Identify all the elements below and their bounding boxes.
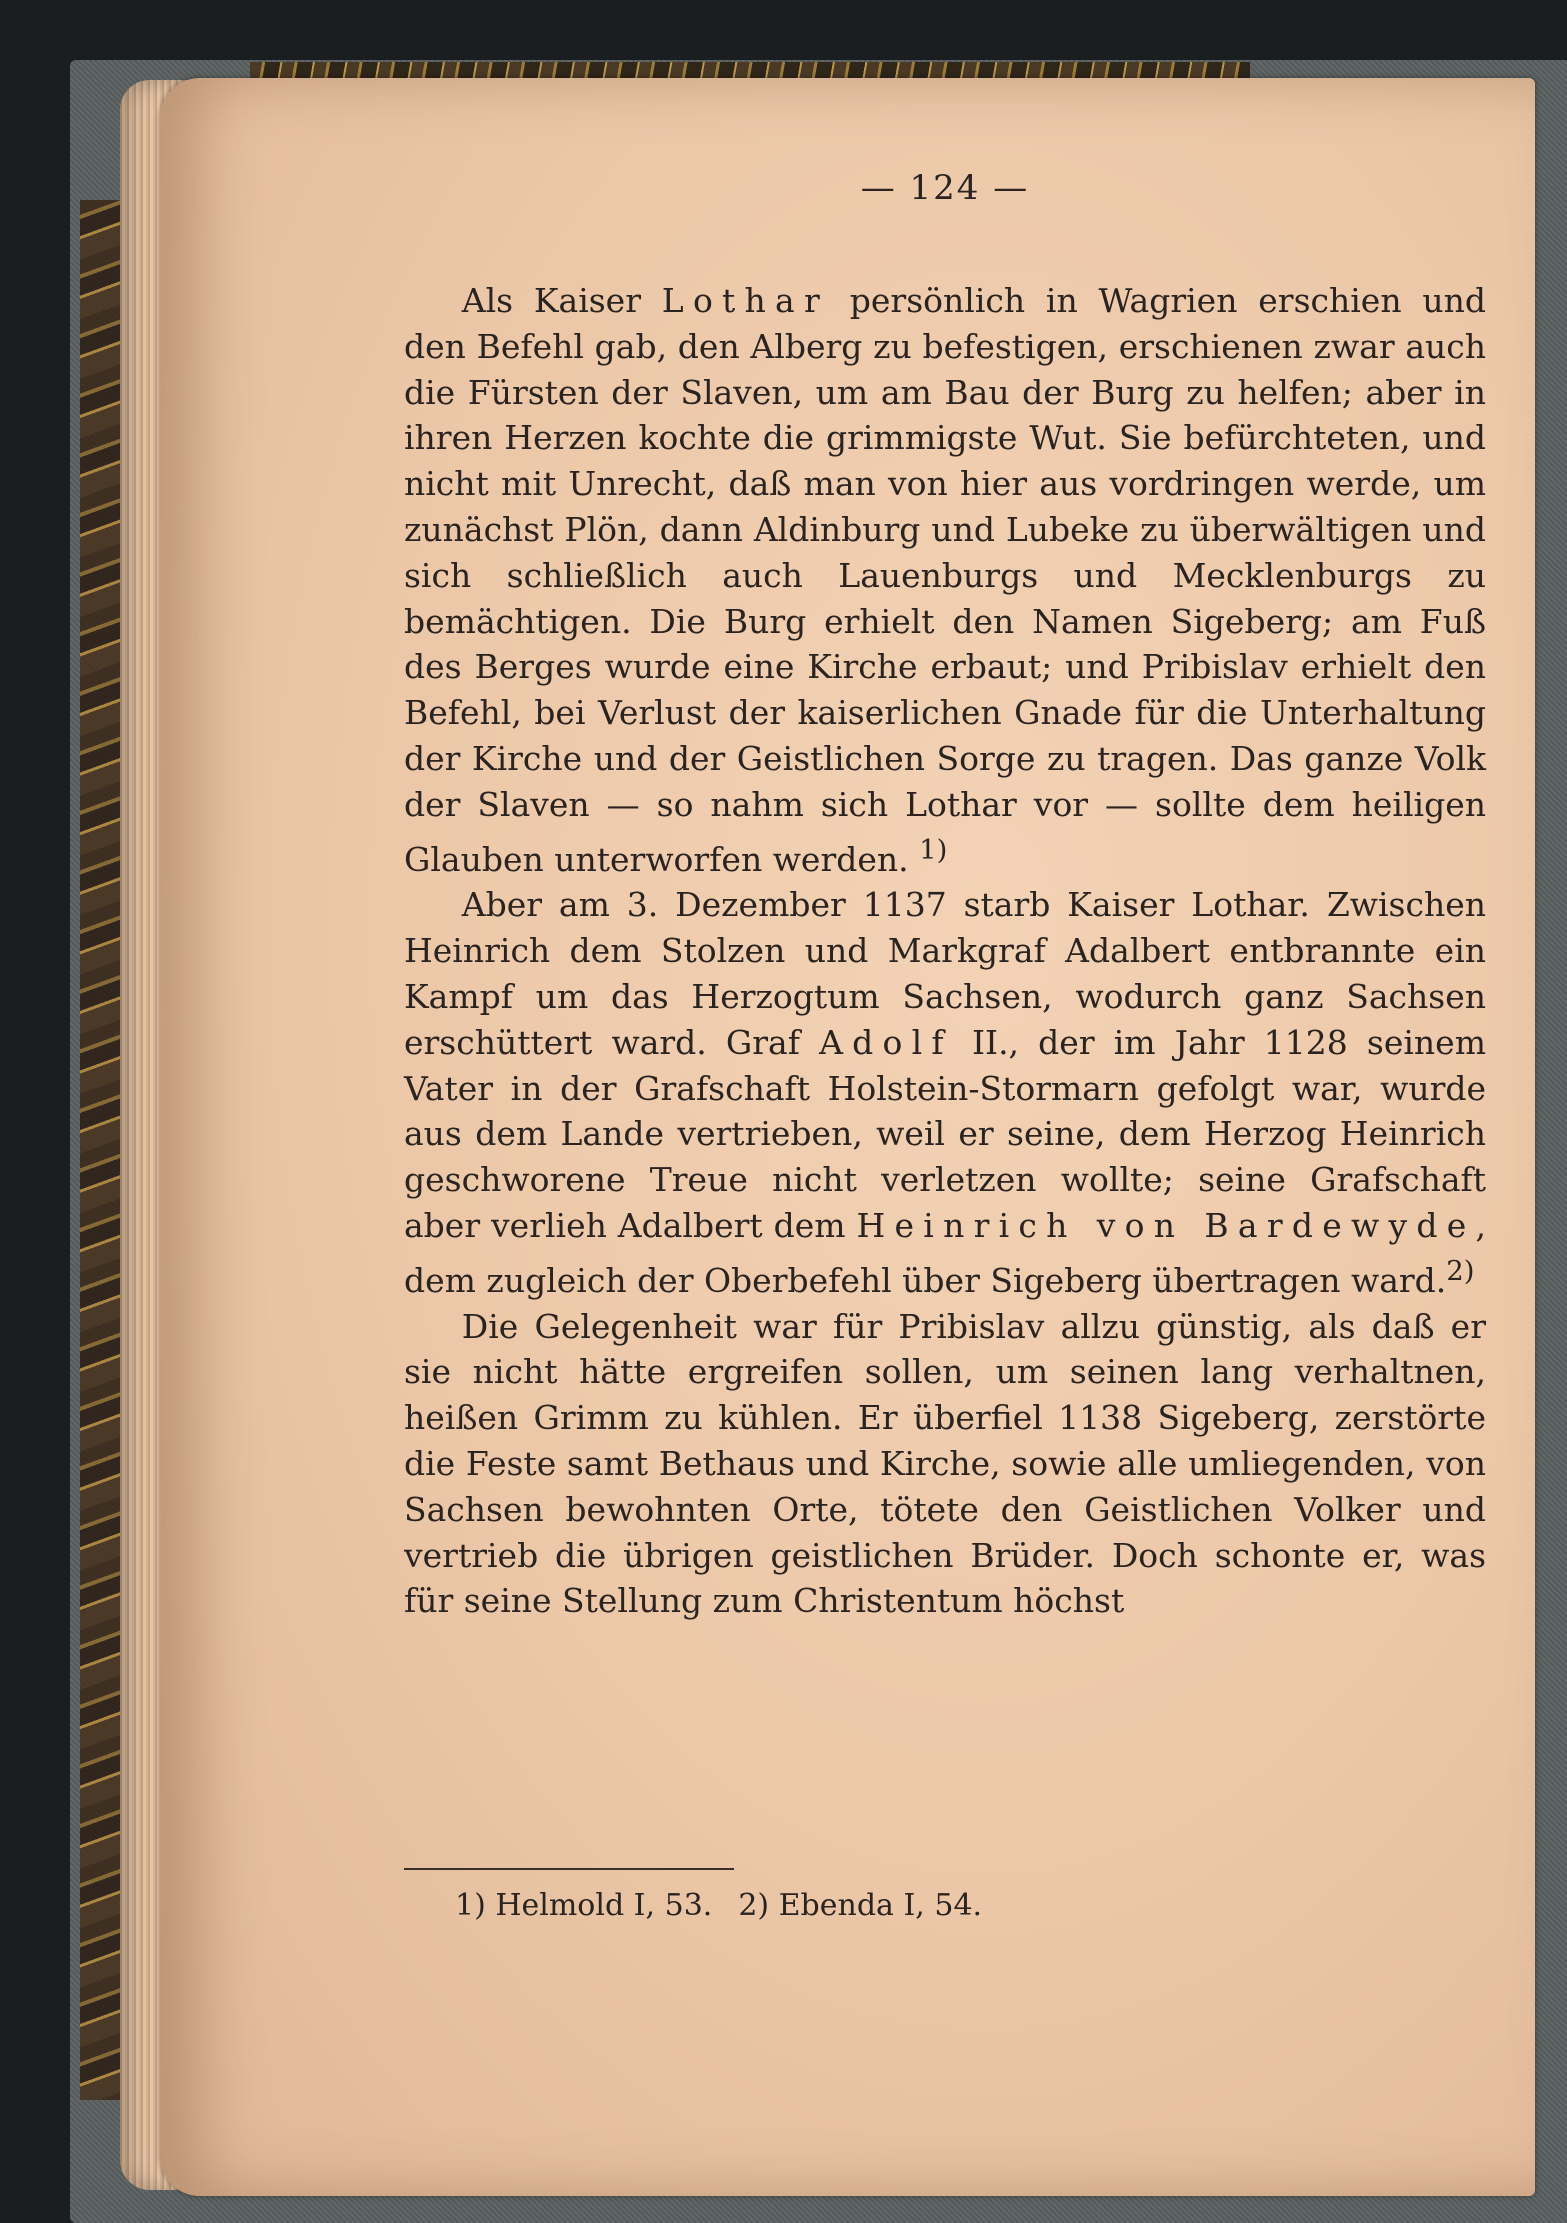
paragraph-1: Als Kaiser Lothar persönlich in Wagrien erschien und den Befehl gab, den Alberg zu befestigen, erschienen zwar auch die Fürsten der Slaven, um am Bau der Burg zu helfen; aber in ihren Herzen kochte die grimmigste Wut. Sie befürchteten, und nicht mit Unrecht, daß man von hier aus vordringen werde, um zunächst Plön, dann Aldinburg und Lubeke zu überwältigen und sich schließlich auch Lauenburgs und Mecklenburgs zu bemächtigen. Die Burg erhielt den Namen Sigeberg; am Fuß des Berges wurde eine Kirche erbaut; und Pribislav erhielt den Befehl, bei Verlust der kaiserlichen Gnade für die Unterhaltung der Kirche und der Geistlichen Sorge zu tragen. Das ganze Volk der Slaven — so nahm sich Lothar vor — sollte dem heiligen Glauben unterworfen werden. $^{1)}$ (404, 281, 1487, 879)
name-heinrich-von-bardewyde: Heinrich von Bardewyde (856, 1205, 1476, 1245)
name-adolf: Adolf (819, 1022, 953, 1062)
paragraph-2: Aber am 3. Dezember 1137 starb Kaiser Lothar. Zwischen Heinrich dem Stolzen und Markgraf Adalbert entbrannte ein Kampf um das Herzogtum Sachsen, wodurch ganz Sachsen erschüttert ward. Graf Adolf II., der im Jahr 1128 seinem Vater in der Grafschaft Holstein-Stormarn gefolgt war, wurde aus dem Lande vertrieben, weil er seine, dem Herzog Heinrich geschworene Treue nicht verletzen wollte; seine Grafschaft aber verlieh Adalbert dem Heinrich von Bardewyde, dem zugleich der Oberbefehl über Sigeberg übertragen ward.$^{2)}$ (404, 885, 1486, 1300)
footnotes (455, 1888, 982, 1923)
name-lothar: Lothar (661, 281, 829, 320)
footnote-rule (404, 1868, 734, 1870)
footnote-1: 1) Helmold I, 53. (455, 1888, 713, 1923)
page-number: — 124 — (860, 168, 1030, 208)
marbled-endpaper (80, 200, 122, 2100)
paragraph-3: Die Gelegenheit war für Pribislav allzu günstig, als daß er sie nicht hätte ergreifen sollen, um seinen lang verhaltnen, heißen Grimm zu kühlen. Er überfiel 1138 Sigeberg, zerstörte die Feste samt Bethaus und Kirche, sowie alle umliegenden, von Sachsen bewohnten Orte, tötete den Geistlichen Volker und vertrieb die übrigen geistlichen Brüder. Doch schonte er, was für seine Stellung zum Christentum höchst (404, 1306, 1486, 1621)
body-text (404, 278, 1486, 1624)
footnote-ref-1: 1) (919, 833, 948, 866)
footnote-ref-2: 2) (1446, 1254, 1475, 1287)
footnote-2: 2) Ebenda I, 54. (738, 1888, 983, 1923)
